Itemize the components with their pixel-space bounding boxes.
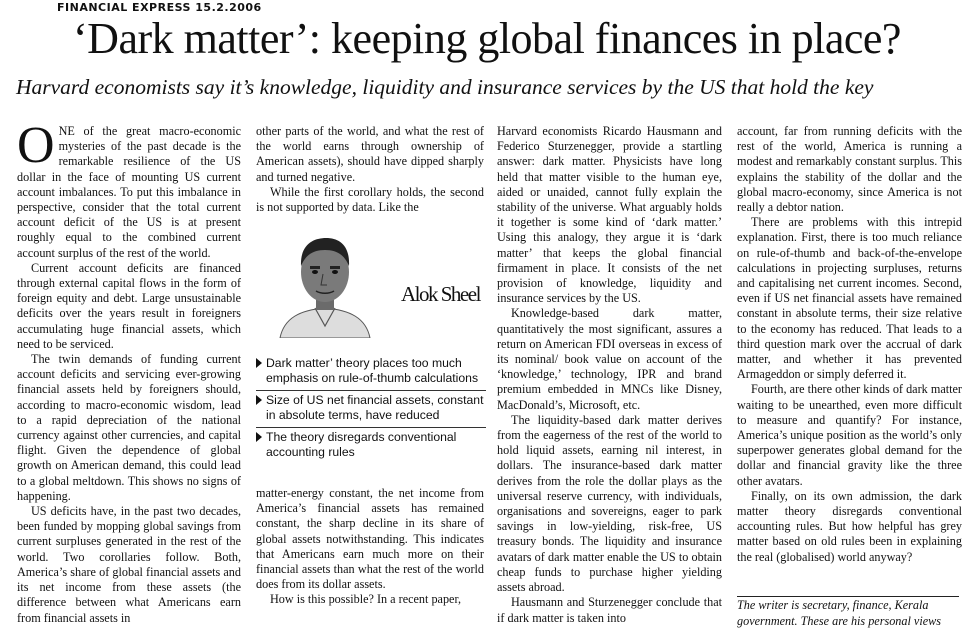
bullet-arrow-icon <box>256 358 262 368</box>
paragraph: other parts of the world, and what the rest of the world earns through ownership of American assets), should have dipped sharply and turned negative. <box>256 124 484 184</box>
paragraph: Finally, on its own admission, the dark matter theory disregards conventional accounting rules. But how helpful has grey matter based on old rules been in explaining the real (globalised) world anyway? <box>737 488 962 564</box>
column-2-top <box>256 124 484 215</box>
article-headline: ‘Dark matter’: keeping global finances in place? <box>73 14 901 63</box>
author-box <box>256 226 484 340</box>
paragraph: US deficits have, in the past two decades, been funded by mopping global savings from current surpluses generated in the rest of the world. Two corollaries follow. Both, America’s share of global financial assets and its net income from these assets (the difference between what Americans earn from financial assets in <box>17 504 241 625</box>
paragraph: Knowledge-based dark matter, quantitatively the most significant, assures a return on American FDI overseas in excess of its nominal/ book value on account of the ‘knowledge,’ technology, IPR and brand premium embedded in MNCs like Disney, MacDonald’s, Microsoft, etc. <box>497 306 722 412</box>
highlight-item: Size of US net financial assets, constant in absolute terms, have reduced <box>256 391 486 428</box>
paragraph: While the first corollary holds, the second is not supported by data. Like the <box>256 184 484 215</box>
column-4 <box>737 124 962 634</box>
paragraph: account, far from running deficits with the rest of the world, America is running a modest and remarkably constant surplus. This explains the stability of the dollar and the global macro-economy, since America is not really a debtor nation. <box>737 124 962 215</box>
bullet-arrow-icon <box>256 395 262 405</box>
paragraph: Current account deficits are financed through external capital flows in the form of foreign equity and debt. Large unsustainable deficits over the years result in foreigners accumulating huge financial assets, which need to be serviced. <box>17 260 241 351</box>
paragraph: Harvard economists Ricardo Hausmann and Federico Sturzenegger, provide a startling answer: dark matter. Physicists have long held that matter visible to the human eye, aided or unaided, cannot fully explain the stability of the universe. What arguably holds it together is some kind of ‘dark matter.’ Using this analogy, they argue it is ‘dark matter’ that keeps the global financial firmament in place. It consists of the net provision of knowledge, liquidity and insurance services by the US. <box>497 124 722 306</box>
paragraph: matter-energy constant, the net income from America’s financial assets has remained constant, the sharp decline in its share of global assets notwithstanding. This indicates that Americans earn much more on their financial assets than what the rest of the world does from its dollar assets. <box>256 486 484 592</box>
column-1 <box>17 124 241 634</box>
paragraph: NE of the great macro-economic mysteries of the past decade is the remarkable resilience of the US dollar in the face of mounting US current account imbalances. To put this imbalance in perspective, consider that the total current account deficit of the US is at present roughly equal to the combined current account surplus of the rest of the world. <box>17 124 241 260</box>
highlights-box <box>256 354 486 464</box>
paragraph: The liquidity-based dark matter derives from the eagerness of the rest of the world to hold liquid assets, earning nil interest, in dollars. The insurance-based dark matter derives from the role the dollar plays as the universal reserve currency, with individuals, organisations and sovereigns, eager to park savings in low-yielding, risk-free, US treasury bonds. The liquidity and insurance avatars of dark matter enable the US to obtain cheap funds to purchase higher yielding assets abroad. <box>497 412 722 595</box>
author-photo <box>270 230 380 338</box>
paragraph: The twin demands of funding current account deficits and servicing ever-growing financial assets held by foreigners should, according to macro-economic wisdom, lead to a rapid depreciation of the national currency against other currencies, and capital flight. Given the dependence of global growth on American demand, this could lead to a global meltdown. This shows no signs of happening. <box>17 352 241 503</box>
drop-cap: O <box>17 124 55 174</box>
column-2-bottom <box>256 486 484 608</box>
publication-source: FINANCIAL EXPRESS 15.2.2006 <box>57 1 262 14</box>
highlight-item: Dark matter’ theory places too much emphasis on rule-of-thumb calculations <box>256 354 486 391</box>
paragraph: How is this possible? In a recent paper, <box>270 592 462 607</box>
footnote-divider <box>737 596 959 597</box>
bullet-arrow-icon <box>256 432 262 442</box>
column-3 <box>497 124 722 634</box>
author-name: Alok Sheel <box>401 282 480 306</box>
article-subhead: Harvard economists say it’s knowledge, liquidity and insurance services by the US that hold the key <box>16 75 874 99</box>
paragraph: Fourth, are there other kinds of dark matter waiting to be unearthed, even more difficult to measure and quantify? For instance, America’s unique position as the world’s only superpower generates global demand for the dollar and financial gravity like the three other avatars. <box>737 382 962 488</box>
paragraph: Hausmann and Sturzenegger conclude that if dark matter is taken into <box>497 595 722 625</box>
paragraph: There are problems with this intrepid explanation. First, there is too much reliance on rule-of-thumb and back-of-the-envelope calculations in projecting surpluses, returns and capitalising net current incomes. Second, even if US net financial assets have remained constant in absolute terms, their size relative to the economy has reduced. That leads to a third question mark over the accrual of dark matter, and whether it has prevented Armageddon or simply deferred it. <box>737 215 962 382</box>
author-footnote: The writer is secretary, finance, Kerala government. These are his personal views <box>737 598 941 628</box>
highlight-item: The theory disregards conventional accounting rules <box>256 428 486 464</box>
